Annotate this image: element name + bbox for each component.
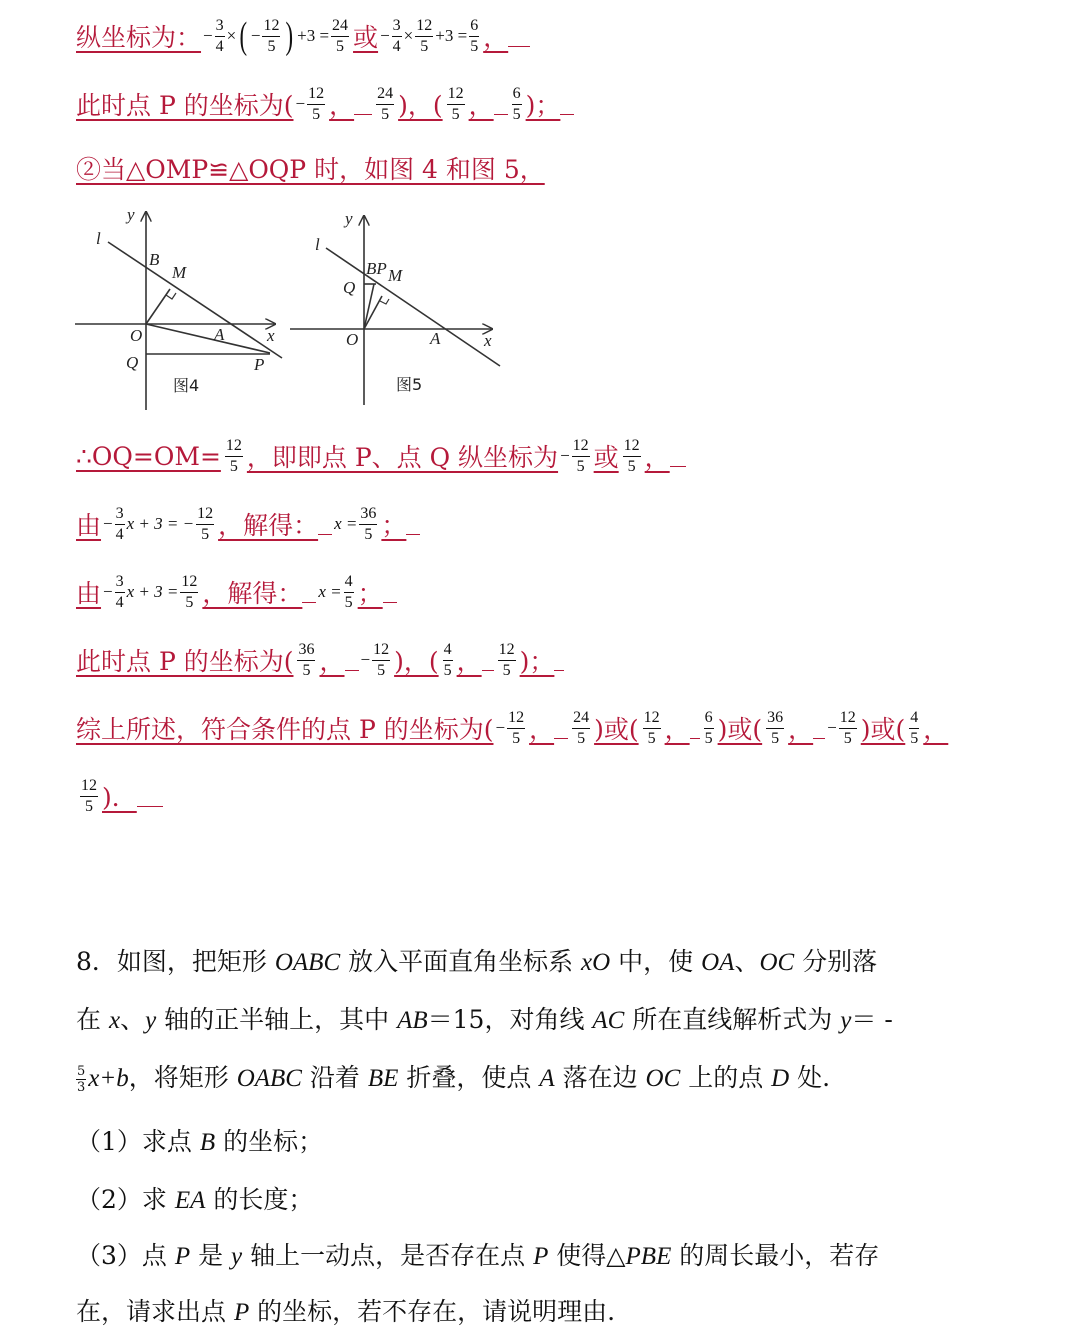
end-punct: )． — [102, 783, 137, 812]
pt1-y — [570, 710, 592, 747]
denominator: 5 — [910, 729, 919, 747]
point-label-O: O — [346, 330, 359, 349]
figure-5-caption: 图5 — [396, 375, 423, 394]
solution-line-5 — [76, 500, 420, 548]
underline-blank — [383, 582, 397, 603]
pt3-x — [764, 710, 786, 747]
fraction — [115, 506, 125, 543]
numerator: 12 — [80, 778, 98, 797]
underline-blank — [482, 650, 494, 671]
text: 8．如图，把矩形 — [76, 947, 275, 976]
denominator: 5 — [85, 797, 93, 815]
numerator: 12 — [572, 438, 590, 457]
fraction — [359, 506, 377, 543]
solve-text: ，解得： — [202, 579, 303, 608]
axis-label-x: x — [484, 331, 492, 350]
fraction — [469, 18, 479, 55]
case-2-heading: ②当△OMP≌△OQP 时，如图 4 和图 5， — [76, 155, 545, 184]
pt1-x — [495, 710, 527, 747]
numerator: 3 — [115, 574, 125, 593]
var: OC — [645, 1065, 681, 1092]
right-paren: ) — [285, 15, 294, 57]
solution — [318, 574, 355, 611]
text: 上的点 — [680, 1063, 772, 1092]
var: P — [233, 1299, 250, 1326]
point-2-y — [496, 642, 518, 679]
denominator: 5 — [502, 661, 511, 679]
denominator: 4 — [115, 525, 124, 543]
solution-line-1 — [76, 12, 530, 60]
var: BE — [367, 1065, 399, 1092]
text: （2）求 — [76, 1185, 175, 1214]
solve-text: ，解得： — [218, 511, 319, 540]
denominator: 5 — [312, 105, 321, 123]
solution-summary — [76, 704, 948, 752]
var: y — [145, 1007, 157, 1034]
sign: − — [250, 26, 261, 45]
point-1 — [295, 642, 317, 679]
denominator: 5 — [451, 105, 460, 123]
underline-blank — [813, 718, 825, 739]
end-punct: ， — [644, 443, 670, 472]
end-punct: ； — [357, 579, 383, 608]
numerator: 12 — [623, 438, 641, 457]
fraction — [643, 710, 661, 747]
var: P — [174, 1243, 191, 1270]
sign: − — [495, 718, 506, 737]
text: 的周长最小，若存 — [671, 1241, 880, 1270]
point-label-A: A — [214, 325, 225, 344]
denominator: 5 — [420, 37, 429, 55]
text: （1）求点 — [76, 1127, 200, 1156]
var: OC — [759, 949, 795, 976]
fraction — [839, 710, 857, 747]
problem-8-line-3 — [76, 1058, 830, 1094]
numerator: 36 — [297, 642, 315, 661]
denominator: 5 — [185, 593, 194, 611]
denominator: 5 — [443, 661, 452, 679]
numerator: 24 — [331, 18, 349, 37]
text: ＝15，对角线 — [427, 1005, 593, 1034]
var: PBE — [625, 1243, 672, 1270]
separator: ， — [456, 647, 482, 676]
solution-line-4 — [76, 432, 686, 480]
underline-blank — [560, 94, 574, 115]
var: xO — [581, 949, 611, 976]
numerator: 4 — [909, 710, 919, 729]
text: 的坐标； — [215, 1127, 324, 1156]
separator: )，( — [398, 91, 443, 120]
point-label-Q: Q — [126, 353, 139, 372]
var: AB — [397, 1007, 428, 1034]
fraction — [572, 710, 590, 747]
equation-rest: x + 3 = − — [126, 514, 195, 533]
axis-label-y: y — [127, 205, 135, 224]
point-label-A: A — [430, 329, 441, 348]
sign: − — [560, 446, 570, 465]
point-2 — [445, 86, 467, 123]
problem-8-line-1 — [76, 942, 877, 978]
text: ，将矩形 — [128, 1063, 237, 1092]
separator: ， — [923, 715, 949, 744]
text: 轴上一动点，是否存在点 — [242, 1241, 534, 1270]
separator: ， — [664, 715, 690, 744]
numerator: 3 — [115, 506, 125, 525]
underline-blank — [554, 718, 568, 739]
denominator: 3 — [77, 1080, 86, 1095]
denominator: 5 — [344, 593, 353, 611]
var: OA — [701, 949, 735, 976]
fraction — [572, 438, 590, 475]
end-punct: ， — [483, 23, 509, 52]
sub-question-1 — [76, 1122, 323, 1158]
fraction — [498, 642, 516, 679]
text: 落在边 — [554, 1063, 646, 1092]
solution-line-7 — [76, 636, 564, 684]
equation-rest: x + 3 = — [126, 582, 179, 601]
denominator: 5 — [704, 729, 713, 747]
operator: +3 = — [435, 26, 468, 45]
var: B — [199, 1129, 216, 1156]
fraction — [297, 642, 315, 679]
figure-4-caption: 图4 — [173, 376, 200, 395]
denominator: 5 — [627, 457, 636, 475]
sign: − — [103, 514, 113, 533]
fraction — [512, 86, 522, 123]
numerator: 6 — [469, 18, 479, 37]
denominator: 5 — [512, 729, 521, 747]
denominator: 5 — [381, 105, 390, 123]
sign: − — [203, 26, 213, 45]
underline-blank — [554, 650, 564, 671]
sign: − — [360, 650, 371, 669]
separator: ， — [319, 647, 345, 676]
sign: − — [380, 26, 390, 45]
times-sign: × — [403, 26, 414, 45]
fraction — [392, 18, 402, 55]
text: 在，请求出点 — [76, 1297, 234, 1326]
numerator: 36 — [359, 506, 377, 525]
var: OABC — [236, 1065, 302, 1092]
numerator: 24 — [572, 710, 590, 729]
underline-blank — [494, 94, 508, 115]
underline-blank — [406, 514, 420, 535]
text: 是 — [190, 1241, 232, 1270]
text: 中，使 — [610, 947, 702, 976]
sub-question-3-cont — [76, 1292, 615, 1328]
fraction — [262, 18, 280, 55]
denominator: 5 — [843, 729, 852, 747]
sub-question-2 — [76, 1180, 313, 1216]
point-label-M: M — [172, 263, 187, 282]
solution-summary-cont — [76, 772, 163, 820]
label: 此时点 P 的坐标为( — [76, 91, 294, 120]
fraction — [443, 642, 453, 679]
text: 折叠，使点 — [398, 1063, 540, 1092]
line-label-l: l — [96, 229, 101, 248]
end-punct: ； — [381, 511, 407, 540]
label: 综上所述，符合条件的点 P 的坐标为( — [76, 715, 494, 744]
denominator: 5 — [229, 457, 238, 475]
separator: ， — [468, 91, 494, 120]
fraction — [372, 642, 390, 679]
text: 在 — [76, 1005, 109, 1034]
figure-4-labels — [96, 205, 275, 395]
var: OABC — [274, 949, 341, 976]
numerator: 24 — [376, 86, 394, 105]
or-word: 或 — [593, 443, 619, 472]
end-punct: )； — [519, 647, 555, 676]
var: x — [108, 1007, 121, 1034]
text: 、 — [734, 947, 760, 976]
fraction — [215, 18, 225, 55]
expression-1 — [203, 17, 351, 55]
sign: − — [295, 94, 306, 113]
point-label-O: O — [130, 326, 143, 345]
fraction — [344, 574, 354, 611]
text: 轴的正半轴上，其中 — [156, 1005, 398, 1034]
label: 由 — [76, 511, 102, 540]
numerator: 5 — [77, 1064, 86, 1079]
numerator: 12 — [643, 710, 661, 729]
denominator: 5 — [377, 661, 386, 679]
or-separator: )或( — [717, 715, 763, 744]
numerator: 6 — [512, 86, 522, 105]
separator: ， — [329, 91, 355, 120]
denominator: 5 — [577, 729, 586, 747]
fraction — [331, 18, 349, 55]
or-separator: )或( — [860, 715, 906, 744]
text: 的长度； — [205, 1185, 314, 1214]
label: ∴OQ=OM= — [76, 441, 221, 471]
fraction — [623, 438, 641, 475]
solution-line-2 — [76, 80, 574, 128]
point-1-y — [361, 642, 393, 679]
solution-line-6 — [76, 568, 397, 616]
numerator: 3 — [215, 18, 225, 37]
or-separator: )或( — [594, 715, 639, 744]
numerator: 12 — [839, 710, 857, 729]
var: y — [840, 1007, 852, 1034]
figure-5 — [290, 216, 500, 405]
value — [223, 438, 245, 475]
text: （3）点 — [76, 1241, 175, 1270]
denominator: 5 — [576, 457, 585, 475]
sign: − — [103, 582, 113, 601]
numerator: 12 — [415, 18, 433, 37]
separator: )，( — [394, 647, 439, 676]
numerator: 12 — [196, 506, 214, 525]
axis-label-y: y — [345, 209, 353, 228]
expression-2 — [380, 18, 481, 55]
text: 所在直线解析式为 — [624, 1005, 841, 1034]
equation — [103, 506, 216, 543]
point-1-y — [374, 86, 396, 123]
fraction — [307, 86, 325, 123]
fraction — [704, 710, 714, 747]
fraction — [507, 710, 525, 747]
underline-blank — [508, 26, 530, 47]
numerator: 12 — [180, 574, 198, 593]
left-paren: ( — [239, 15, 248, 57]
axis-label-x: x — [267, 326, 275, 345]
numerator: 12 — [262, 18, 280, 37]
sub-question-3 — [76, 1236, 879, 1272]
pt4-y — [78, 778, 100, 815]
numerator: 36 — [766, 710, 784, 729]
label: 此时点 P 的坐标为( — [76, 647, 294, 676]
fraction — [196, 506, 214, 543]
pt4-x — [907, 710, 921, 747]
var: x+b — [88, 1065, 129, 1092]
var: y — [231, 1243, 243, 1270]
fraction — [115, 574, 125, 611]
numerator: 4 — [344, 574, 354, 593]
var: A — [539, 1065, 555, 1092]
text: 分别落 — [794, 947, 878, 976]
var: P — [533, 1243, 549, 1270]
denominator: 4 — [392, 37, 401, 55]
fraction — [76, 1065, 86, 1094]
or-word: 或 — [353, 23, 379, 52]
line-label-l: l — [315, 235, 320, 254]
problem-8-line-2 — [76, 1000, 893, 1036]
pt2-y — [702, 710, 716, 747]
point-2-y — [510, 86, 524, 123]
figures-4-and-5 — [70, 200, 510, 420]
numerator: 3 — [392, 18, 402, 37]
point-label-BP: BP — [366, 259, 387, 278]
separator: ， — [529, 715, 555, 744]
text: 使得△ — [548, 1241, 626, 1270]
fraction — [447, 86, 465, 123]
underline-blank — [345, 650, 359, 671]
text: 的坐标，若不存在，请说明理由. — [249, 1297, 616, 1326]
var: AC — [592, 1007, 625, 1034]
denominator: 5 — [336, 37, 345, 55]
text: ＝ - — [851, 1005, 893, 1034]
text: 沿着 — [301, 1063, 368, 1092]
value-pos — [621, 438, 643, 475]
fraction — [180, 574, 198, 611]
underline-blank — [302, 582, 316, 603]
label: 由 — [76, 579, 102, 608]
numerator: 12 — [498, 642, 516, 661]
x-equals: x = — [334, 514, 358, 533]
sign: − — [827, 718, 837, 737]
point-label-M: M — [388, 266, 403, 285]
point-1 — [295, 86, 327, 123]
text: ，即即点 P、点 Q 纵坐标为 — [246, 443, 559, 472]
label: 纵坐标为： — [76, 23, 202, 52]
denominator: 5 — [364, 525, 373, 543]
underline-blank — [354, 94, 372, 115]
solution-line-3 — [76, 148, 545, 188]
fraction — [225, 438, 243, 475]
point-label-B: B — [149, 250, 160, 269]
var: EA — [174, 1187, 206, 1214]
var: D — [771, 1065, 790, 1092]
fraction — [415, 18, 433, 55]
denominator: 5 — [267, 37, 276, 55]
separator: ， — [788, 715, 814, 744]
fraction — [376, 86, 394, 123]
denominator: 5 — [771, 729, 780, 747]
fraction — [909, 710, 919, 747]
value-neg — [560, 438, 592, 475]
denominator: 5 — [512, 105, 521, 123]
point-label-P: P — [254, 355, 265, 374]
equation — [103, 574, 200, 611]
numerator: 12 — [447, 86, 465, 105]
fraction — [80, 778, 98, 815]
numerator: 12 — [225, 438, 243, 457]
text: 处. — [789, 1063, 831, 1092]
underline-blank — [690, 718, 700, 739]
operator: +3 = — [297, 26, 330, 45]
numerator: 6 — [704, 710, 714, 729]
underline-blank — [137, 786, 163, 807]
numerator: 12 — [307, 86, 325, 105]
point-label-Q: Q — [343, 278, 356, 297]
underline-blank — [670, 446, 686, 467]
denominator: 4 — [215, 37, 224, 55]
denominator: 4 — [115, 593, 124, 611]
numerator: 4 — [443, 642, 453, 661]
numerator: 12 — [507, 710, 525, 729]
pt3-y — [827, 710, 859, 747]
text: 、 — [120, 1005, 146, 1034]
solution — [334, 506, 379, 543]
point-2 — [441, 642, 455, 679]
underline-blank — [318, 514, 332, 535]
text: 放入平面直角坐标系 — [340, 947, 582, 976]
denominator: 5 — [647, 729, 656, 747]
times-sign: × — [226, 26, 237, 45]
fraction — [766, 710, 784, 747]
denominator: 5 — [470, 37, 479, 55]
denominator: 5 — [302, 661, 311, 679]
end-punct: )； — [525, 91, 561, 120]
x-equals: x = — [318, 582, 342, 601]
denominator: 5 — [201, 525, 210, 543]
pt2-x — [641, 710, 663, 747]
numerator: 12 — [372, 642, 390, 661]
